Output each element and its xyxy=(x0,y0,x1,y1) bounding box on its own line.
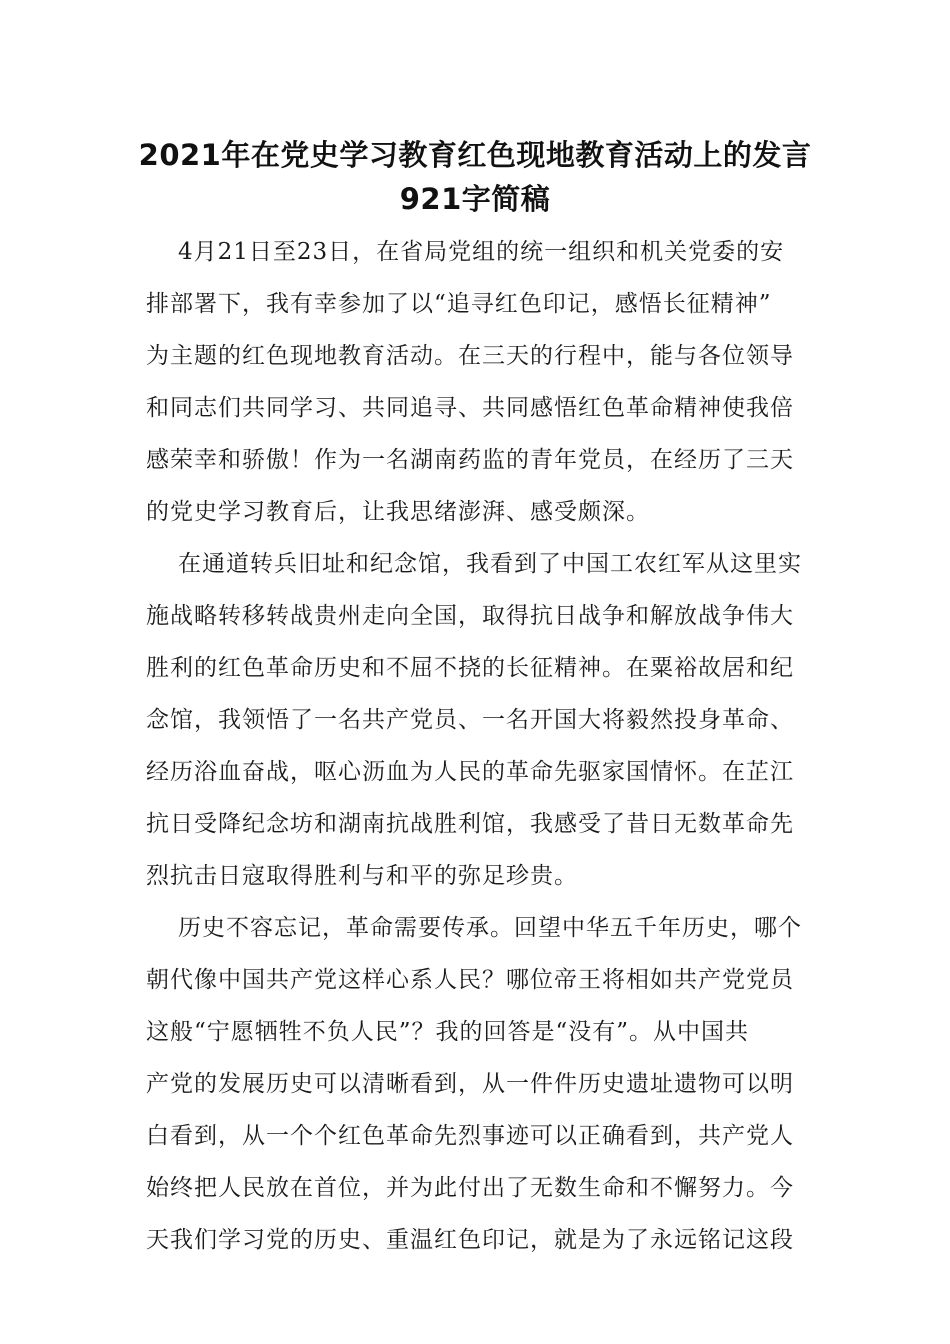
paragraph-2-line-3: 胜利的红色革命历史和不屈不挠的长征精神。在粟裕故居和纪 xyxy=(146,655,794,681)
paragraph-3-line-6: 始终把人民放在首位，并为此付出了无数生命和不懈努力。今 xyxy=(146,1175,794,1201)
paragraph-2-line-6: 抗日受降纪念坊和湖南抗战胜利馆，我感受了昔日无数革命先 xyxy=(146,811,794,837)
paragraph-1-line-1: 4月21日至23日，在省局党组的统一组织和机关党委的安 xyxy=(178,239,785,265)
document-title-line-2: 921字简稿 xyxy=(399,182,551,216)
paragraph-3-line-2: 朝代像中国共产党这样心系人民？哪位帝王将相如共产党党员 xyxy=(146,967,794,993)
paragraph-2-line-1: 在通道转兵旧址和纪念馆，我看到了中国工农红军从这里实 xyxy=(178,551,802,577)
paragraph-2-line-7: 烈抗击日寇取得胜利与和平的弥足珍贵。 xyxy=(146,863,578,889)
paragraph-3-line-1: 历史不容忘记，革命需要传承。回望中华五千年历史，哪个 xyxy=(178,915,802,941)
paragraph-3-line-4: 产党的发展历史可以清晰看到，从一件件历史遗址遗物可以明 xyxy=(146,1071,794,1097)
paragraph-2-line-2: 施战略转移转战贵州走向全国，取得抗日战争和解放战争伟大 xyxy=(146,603,794,629)
paragraph-3-line-7: 天我们学习党的历史、重温红色印记，就是为了永远铭记这段 xyxy=(146,1227,794,1253)
document-title-line-1: 2021年在党史学习教育红色现地教育活动上的发言 xyxy=(138,138,812,172)
paragraph-2-line-5: 经历浴血奋战，呕心沥血为人民的革命先驱家国情怀。在芷江 xyxy=(146,759,794,785)
paragraph-3-line-5: 白看到，从一个个红色革命先烈事迹可以正确看到，共产党人 xyxy=(146,1123,794,1149)
paragraph-1-line-5: 感荣幸和骄傲！作为一名湖南药监的青年党员，在经历了三天 xyxy=(146,447,794,473)
paragraph-1-line-3: 为主题的红色现地教育活动。在三天的行程中，能与各位领导 xyxy=(146,343,794,369)
paragraph-1-line-4: 和同志们共同学习、共同追寻、共同感悟红色革命精神使我倍 xyxy=(146,395,794,421)
paragraph-3-line-3: 这般“宁愿牺牲不负人民”？我的回答是“没有”。从中国共 xyxy=(146,1019,750,1045)
paragraph-2-line-4: 念馆，我领悟了一名共产党员、一名开国大将毅然投身革命、 xyxy=(146,707,794,733)
paragraph-1-line-2: 排部署下，我有幸参加了以“追寻红色印记，感悟长征精神” xyxy=(146,291,772,317)
paragraph-1-line-6: 的党史学习教育后，让我思绪澎湃、感受颇深。 xyxy=(146,499,650,525)
